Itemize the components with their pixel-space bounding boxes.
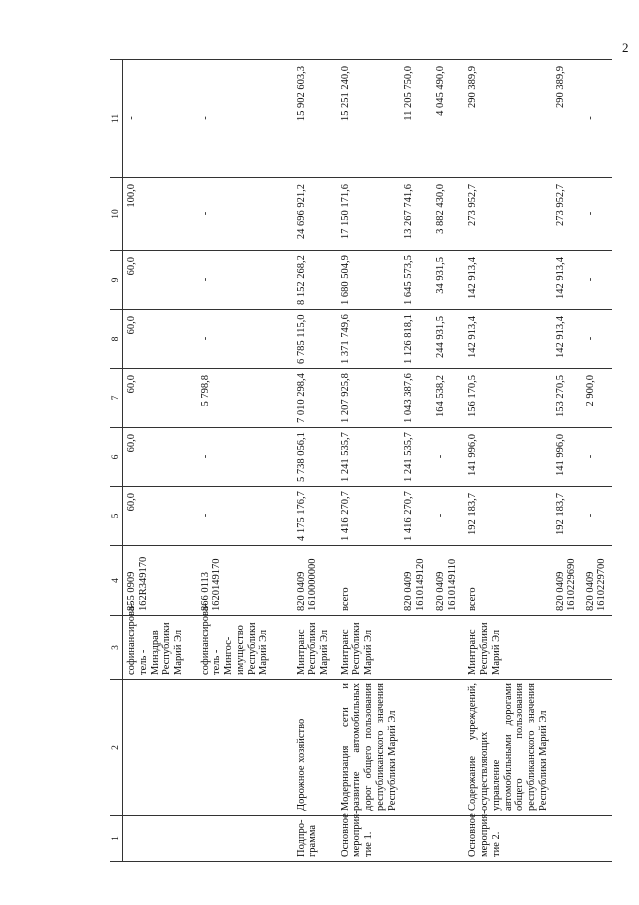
cell-col-2: Модернизация сети и развитие автомобильных дорог общего пользования республиканского значения Республики Марий Эл [337, 680, 401, 816]
cell-col-8: 142 913,4 [464, 310, 551, 369]
cell-col-7: 5 798,8 [197, 369, 293, 428]
cell-col-3: Минтранс Республики Марий Эл [464, 616, 551, 680]
table-row [464, 60, 551, 862]
cell-col-4: 820 0409 1610229690 [552, 546, 582, 616]
cell-col-1 [552, 816, 582, 862]
cell-col-11: 290 389,9 [552, 60, 582, 178]
cell-col-2: Дорожное хозяйство [293, 680, 337, 816]
cell-col-7: 1 043 387,6 [400, 369, 432, 428]
table-row [432, 60, 464, 862]
cell-col-11: - [197, 60, 293, 178]
cell-col-3 [400, 616, 432, 680]
column-number-row [110, 60, 123, 862]
cell-col-3: софинансирова-тель - Мингос- имущество Республики Марий Эл [197, 616, 293, 680]
cell-col-2 [552, 680, 582, 816]
cell-col-1: Подпро- грамма [293, 816, 337, 862]
cell-col-6: 141 996,0 [464, 428, 551, 487]
cell-col-8: - [197, 310, 293, 369]
page-number: 2 [622, 40, 629, 55]
cell-col-10: 17 150 171,6 [337, 178, 401, 251]
cell-col-11: 15 251 240,0 [337, 60, 401, 178]
cell-col-6: 1 241 535,7 [337, 428, 401, 487]
cell-col-9: 60,0 [123, 251, 197, 310]
cell-col-6: 141 996,0 [552, 428, 582, 487]
budget-table [110, 59, 612, 862]
col-num-5: 5 [110, 487, 123, 546]
cell-col-6: - [582, 428, 612, 487]
cell-col-8: 1 371 749,6 [337, 310, 401, 369]
cell-col-6: - [197, 428, 293, 487]
col-num-2: 2 [110, 680, 123, 816]
cell-col-1 [197, 816, 293, 862]
cell-col-4: всего [337, 546, 401, 616]
cell-col-3: софинансирова-тель - Минздрав Республики Марий Эл [123, 616, 197, 680]
cell-col-4: 820 0409 1610000000 [293, 546, 337, 616]
cell-col-10: 273 952,7 [552, 178, 582, 251]
cell-col-4: всего [464, 546, 551, 616]
cell-col-9: 8 152 268,2 [293, 251, 337, 310]
cell-col-10: 100,0 [123, 178, 197, 251]
table-area [110, 60, 608, 862]
col-num-6: 6 [110, 428, 123, 487]
cell-col-7: 2 900,0 [582, 369, 612, 428]
cell-col-1: Основное мероприя- тие 2. [464, 816, 551, 862]
col-num-1: 1 [110, 816, 123, 862]
cell-col-3 [552, 616, 582, 680]
table-row [552, 60, 582, 862]
col-num-11: 11 [110, 60, 123, 178]
cell-col-2: Содержание учреждений, осуществляющих управление автомобильными дорогами общего пользования республиканского значения Республики Марий Эл [464, 680, 551, 816]
cell-col-8: 60,0 [123, 310, 197, 369]
cell-col-9: - [582, 251, 612, 310]
cell-col-5: 1 416 270,7 [400, 487, 432, 546]
cell-col-8: 244 931,5 [432, 310, 464, 369]
table-row [293, 60, 337, 862]
cell-col-3: Минтранс Республики Марий Эл [337, 616, 401, 680]
cell-col-5: 192 183,7 [464, 487, 551, 546]
col-num-8: 8 [110, 310, 123, 369]
cell-col-7: 153 270,5 [552, 369, 582, 428]
col-num-7: 7 [110, 369, 123, 428]
rotated-page [110, 60, 608, 862]
cell-col-7: 60,0 [123, 369, 197, 428]
cell-col-5: 1 416 270,7 [337, 487, 401, 546]
table-row [337, 60, 401, 862]
cell-col-5: 192 183,7 [552, 487, 582, 546]
cell-col-7: 1 207 925,8 [337, 369, 401, 428]
col-num-10: 10 [110, 178, 123, 251]
cell-col-9: 142 913,4 [464, 251, 551, 310]
cell-col-6: 1 241 535,7 [400, 428, 432, 487]
cell-col-11: 4 045 490,0 [432, 60, 464, 178]
cell-col-1 [123, 816, 197, 862]
cell-col-9: - [197, 251, 293, 310]
cell-col-9: 1 645 573,5 [400, 251, 432, 310]
table-row [123, 60, 197, 862]
cell-col-5: - [582, 487, 612, 546]
cell-col-4: 820 0409 1610229700 [582, 546, 612, 616]
cell-col-10: 273 952,7 [464, 178, 551, 251]
cell-col-2 [400, 680, 432, 816]
cell-col-8: 142 913,4 [552, 310, 582, 369]
cell-col-1: Основное мероприя- тие 1. [337, 816, 401, 862]
cell-col-9: 1 680 504,9 [337, 251, 401, 310]
cell-col-2 [432, 680, 464, 816]
table-row [582, 60, 612, 862]
cell-col-5: - [197, 487, 293, 546]
cell-col-5: - [432, 487, 464, 546]
cell-col-11: 15 902 603,3 [293, 60, 337, 178]
cell-col-7: 7 010 298,4 [293, 369, 337, 428]
cell-col-7: 164 538,2 [432, 369, 464, 428]
cell-col-2 [123, 680, 197, 816]
cell-col-10: 3 882 430,0 [432, 178, 464, 251]
col-num-9: 9 [110, 251, 123, 310]
cell-col-9: 34 931,5 [432, 251, 464, 310]
cell-col-11: 11 205 750,0 [400, 60, 432, 178]
cell-col-2 [582, 680, 612, 816]
cell-col-10: 24 696 921,2 [293, 178, 337, 251]
cell-col-11: - [582, 60, 612, 178]
cell-col-11: 290 389,9 [464, 60, 551, 178]
col-num-4: 4 [110, 546, 123, 616]
cell-col-8: 6 785 115,0 [293, 310, 337, 369]
cell-col-6: 5 738 056,1 [293, 428, 337, 487]
cell-col-4: 820 0409 1610149110 [432, 546, 464, 616]
cell-col-1 [432, 816, 464, 862]
cell-col-1 [400, 816, 432, 862]
cell-col-10: - [197, 178, 293, 251]
cell-col-6: 60,0 [123, 428, 197, 487]
cell-col-9: 142 913,4 [552, 251, 582, 310]
cell-col-7: 156 170,5 [464, 369, 551, 428]
cell-col-3: Минтранс Республики Марий Эл [293, 616, 337, 680]
cell-col-5: 60,0 [123, 487, 197, 546]
cell-col-5: 4 175 176,7 [293, 487, 337, 546]
cell-col-1 [582, 816, 612, 862]
cell-col-11: - [123, 60, 197, 178]
cell-col-4: 820 0409 1610149120 [400, 546, 432, 616]
table-row [400, 60, 432, 862]
cell-col-8: 1 126 818,1 [400, 310, 432, 369]
table-row [197, 60, 293, 862]
cell-col-8: - [582, 310, 612, 369]
cell-col-10: - [582, 178, 612, 251]
cell-col-4: 866 0113 1620149170 [197, 546, 293, 616]
col-num-3: 3 [110, 616, 123, 680]
cell-col-4: 855 0909 162R349170 [123, 546, 197, 616]
cell-col-10: 13 267 741,6 [400, 178, 432, 251]
cell-col-2 [197, 680, 293, 816]
cell-col-3 [432, 616, 464, 680]
cell-col-6: - [432, 428, 464, 487]
cell-col-3 [582, 616, 612, 680]
